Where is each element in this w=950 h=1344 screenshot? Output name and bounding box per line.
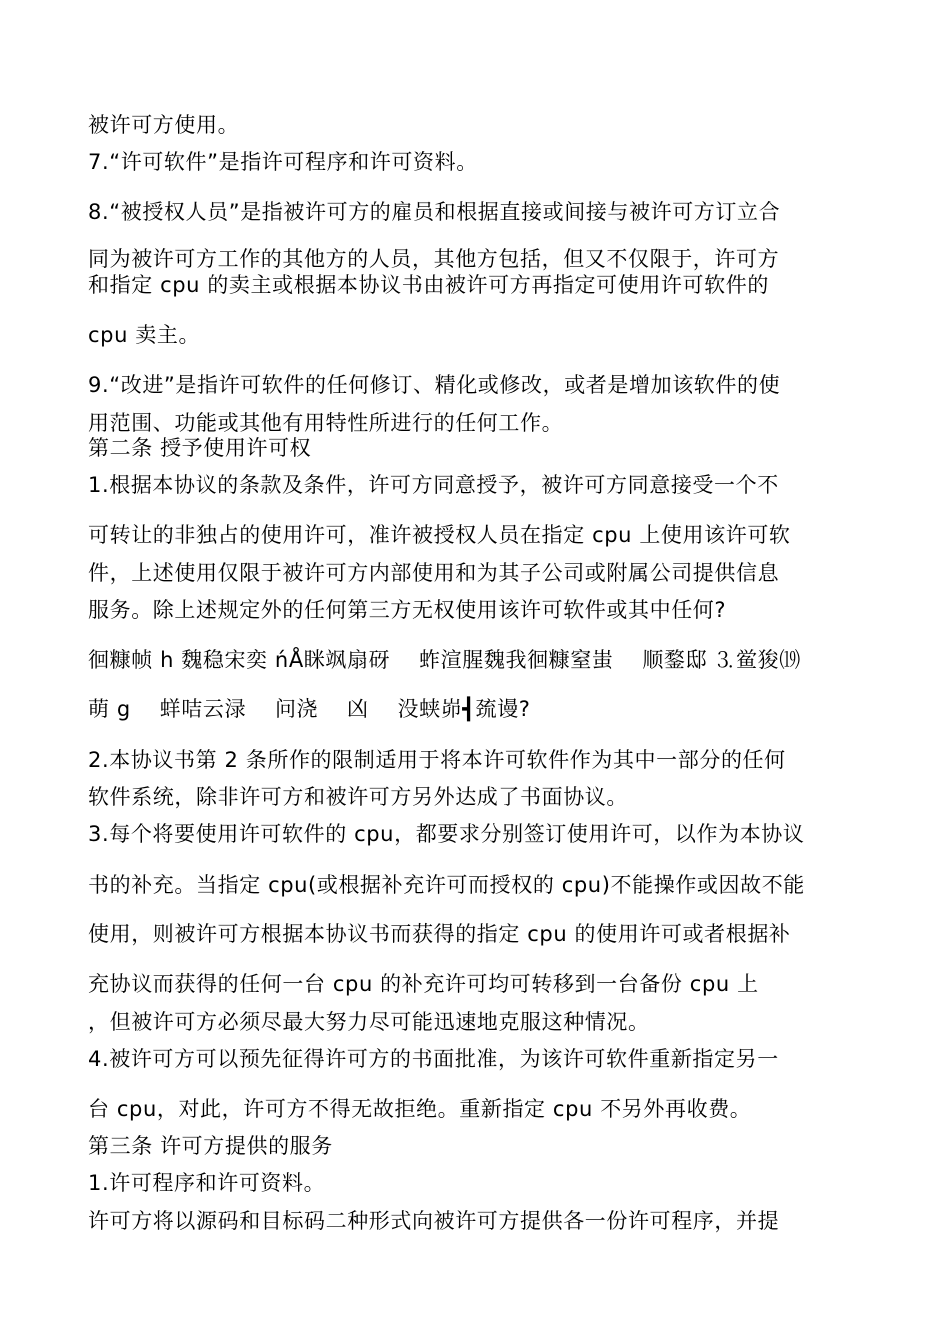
text-line: 许可方将以源码和目标码二种形式向被许可方提供各一份许可程序，并提: [88, 1209, 780, 1233]
text-line: 3.每个将要使用许可软件的 cpu，都要求分别签订使用许可，以作为本协议: [88, 822, 805, 846]
text-line: 萌 g 蛘咭云渌 问浇 凶 没蛱峁┫巯谩?: [88, 697, 531, 721]
text-line: 9.“改进”是指许可软件的任何修订、精化或修改，或者是增加该软件的使: [88, 373, 781, 397]
text-line: 1.根据本协议的条款及条件，许可方同意授予，被许可方同意接受一个不: [88, 473, 779, 497]
text-line: 用范围、功能或其他有用特性所进行的任何工作。: [88, 411, 564, 435]
text-line: 1.许可程序和许可资料。: [88, 1171, 326, 1195]
section-heading: 第三条 许可方提供的服务: [88, 1134, 333, 1158]
text-line: 充协议而获得的任何一台 cpu 的补充许可均可转移到一台备份 cpu 上: [88, 972, 759, 996]
text-line: 台 cpu，对此，许可方不得无故拒绝。重新指定 cpu 不另外再收费。: [88, 1097, 752, 1121]
section-heading: 第二条 授予使用许可权: [88, 436, 312, 460]
text-line: 被许可方使用。: [88, 113, 240, 137]
text-line: 可转让的非独占的使用许可，准许被授权人员在指定 cpu 上使用该许可软: [88, 523, 791, 547]
text-line: 8.“被授权人员”是指被许可方的雇员和根据直接或间接与被许可方订立合: [88, 200, 781, 224]
text-line: 7.“许可软件”是指许可程序和许可资料。: [88, 150, 478, 174]
text-line: 同为被许可方工作的其他方的人员，其他方包括，但又不仅限于，许可方: [88, 247, 780, 271]
text-line: 书的补充。当指定 cpu(或根据补充许可而授权的 cpu)不能操作或因故不能: [88, 873, 805, 897]
text-line: 徊糠帧 h 魏稳宋奕 ńÅ眯飒扇砑 蚱渲腥魏我徊糠窒蚩 顺鍪邸 ⒊鲎狻⒆: [88, 648, 801, 672]
text-line: 2.本协议书第 2 条所作的限制适用于将本许可软件作为其中一部分的任何: [88, 748, 786, 772]
text-line: cpu 卖主。: [88, 323, 201, 347]
text-line: 和指定 cpu 的卖主或根据本协议书由被许可方再指定可使用许可软件的: [88, 273, 769, 297]
text-line: 软件系统，除非许可方和被许可方另外达成了书面协议。: [88, 785, 628, 809]
text-line: 件，上述使用仅限于被许可方内部使用和为其子公司或附属公司提供信息: [88, 561, 780, 585]
text-line: ，但被许可方必须尽最大努力尽可能迅速地克服这种情况。: [88, 1010, 650, 1034]
text-line: 4.被许可方可以预先征得许可方的书面批准，为该许可软件重新指定另一: [88, 1047, 779, 1071]
text-line: 使用，则被许可方根据本协议书而获得的指定 cpu 的使用许可或者根据补: [88, 922, 791, 946]
text-line: 服务。除上述规定外的任何第三方无权使用该许可软件或其中任何?: [88, 598, 727, 622]
